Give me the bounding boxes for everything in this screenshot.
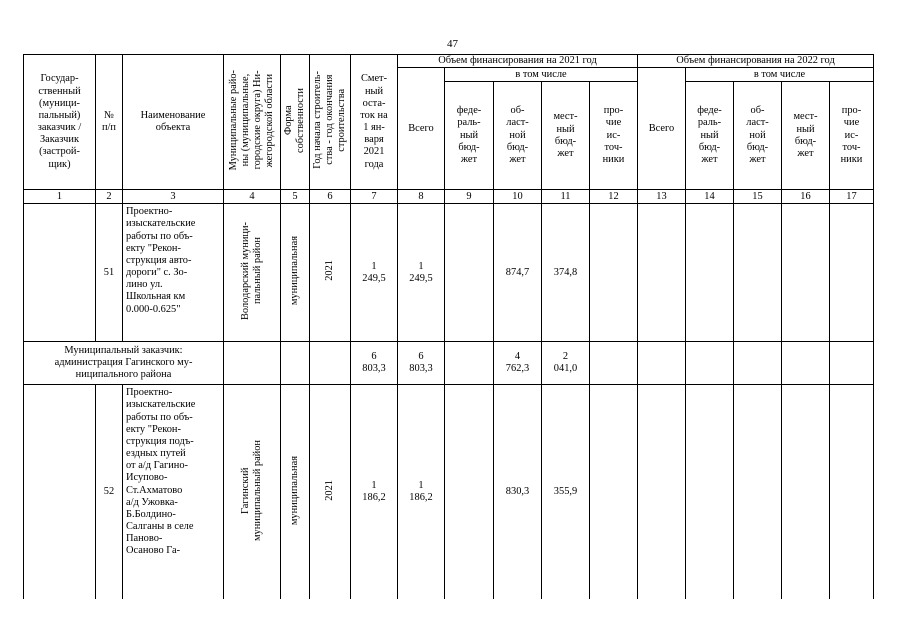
subtotal-local-2022 [782, 342, 830, 385]
regional-2021-cell: 874,7 [494, 204, 542, 342]
header-financing-2022: Объем финансирования на 2022 год [638, 55, 874, 68]
column-number: 13 [638, 190, 686, 204]
row-number: 51 [96, 204, 123, 342]
column-number: 15 [734, 190, 782, 204]
page-number: 47 [447, 38, 458, 50]
object-name: Проектно- изыскательские работы по объ- екту "Рекон- струкция подъ- ездных путей от а/д Гагино- Исупово- Ст.Ахматово а/д Ужовка- Б.Болдино- Салганы в селе Паново- Осаново Га- [123, 385, 224, 600]
header-total-2021: Всего [398, 68, 445, 190]
column-number: 9 [445, 190, 494, 204]
column-number: 14 [686, 190, 734, 204]
customer-cell [24, 204, 96, 342]
ownership-cell [281, 342, 310, 385]
column-number: 12 [590, 190, 638, 204]
subtotal-label: Муниципальный заказчик: администрация Гагинского му- ниципального района [24, 342, 224, 385]
subtotal-federal-2022 [686, 342, 734, 385]
column-number: 4 [224, 190, 281, 204]
financing-table [23, 54, 874, 599]
estimate-cell: 1 249,5 [351, 204, 398, 342]
column-number: 2 [96, 190, 123, 204]
federal-2021-cell [445, 385, 494, 600]
other-2021-cell [590, 385, 638, 600]
column-number: 17 [830, 190, 874, 204]
table-row [24, 204, 874, 342]
subtotal-total-2021: 6 803,3 [398, 342, 445, 385]
column-number: 1 [24, 190, 96, 204]
other-2021-cell [590, 204, 638, 342]
subtotal-local-2021: 2 041,0 [542, 342, 590, 385]
subtotal-regional-2022 [734, 342, 782, 385]
column-number: 8 [398, 190, 445, 204]
header-district: Муниципальные райо- ны (муниципальные, городские округа) Ни- жегородской области [224, 55, 281, 190]
district-cell: Гагинский муниципальный район [224, 385, 281, 600]
subtotal-estimate: 6 803,3 [351, 342, 398, 385]
ownership-cell: муниципальная [281, 385, 310, 600]
federal-2022-cell [686, 385, 734, 600]
header-construction-years: Год начала строитель- ства - год окончания строительства [310, 55, 351, 190]
header-number: № п/п [96, 55, 123, 190]
header-regional-2022: об- ласт- ной бюд- жет [734, 82, 782, 190]
regional-2021-cell: 830,3 [494, 385, 542, 600]
regional-2022-cell [734, 204, 782, 342]
estimate-cell: 1 186,2 [351, 385, 398, 600]
header-estimate-balance: Смет- ный оста- ток на 1 ян- варя 2021 года [351, 55, 398, 190]
local-2021-cell: 374,8 [542, 204, 590, 342]
federal-2021-cell [445, 204, 494, 342]
header-other-2022: про- чие ис- точ- ники [830, 82, 874, 190]
header-customer: Государ- ственный (муници- пальный) заказчик / Заказчик (застрой- щик) [24, 55, 96, 190]
column-number: 7 [351, 190, 398, 204]
local-2022-cell [782, 204, 830, 342]
header-including-2022: в том числе [686, 68, 874, 82]
column-number: 3 [123, 190, 224, 204]
column-number: 16 [782, 190, 830, 204]
header-financing-2021: Объем финансирования на 2021 год [398, 55, 638, 68]
subtotal-other-2021 [590, 342, 638, 385]
year-cell: 2021 [310, 204, 351, 342]
local-2022-cell [782, 385, 830, 600]
header-including-2021: в том числе [445, 68, 638, 82]
table-row [24, 385, 874, 600]
total-2022-cell [638, 385, 686, 600]
local-2021-cell: 355,9 [542, 385, 590, 600]
header-other-2021: про- чие ис- точ- ники [590, 82, 638, 190]
column-number: 5 [281, 190, 310, 204]
total-2021-cell: 1 249,5 [398, 204, 445, 342]
total-2021-cell: 1 186,2 [398, 385, 445, 600]
row-number: 52 [96, 385, 123, 600]
other-2022-cell [830, 204, 874, 342]
subtotal-federal-2021 [445, 342, 494, 385]
customer-cell [24, 385, 96, 600]
subtotal-other-2022 [830, 342, 874, 385]
subtotal-total-2022 [638, 342, 686, 385]
object-name: Проектно- изыскательские работы по объ- екту "Рекон- струкция авто- дороги" с. Зо- лино ул. Школьная км 0.000-0.625" [123, 204, 224, 342]
header-federal-2021: феде- раль- ный бюд- жет [445, 82, 494, 190]
header-local-2022: мест- ный бюд- жет [782, 82, 830, 190]
header-regional-2021: об- ласт- ной бюд- жет [494, 82, 542, 190]
header-ownership: Форма собственности [281, 55, 310, 190]
ownership-cell: муниципальная [281, 204, 310, 342]
header-object-name: Наименование объекта [123, 55, 224, 190]
total-2022-cell [638, 204, 686, 342]
other-2022-cell [830, 385, 874, 600]
subtotal-row [24, 342, 874, 385]
subtotal-regional-2021: 4 762,3 [494, 342, 542, 385]
header-federal-2022: феде- раль- ный бюд- жет [686, 82, 734, 190]
column-number: 11 [542, 190, 590, 204]
district-cell: Володарский муници- пальный район [224, 204, 281, 342]
header-local-2021: мест- ный бюд- жет [542, 82, 590, 190]
year-cell [310, 342, 351, 385]
column-number: 10 [494, 190, 542, 204]
header-total-2022: Всего [638, 68, 686, 190]
federal-2022-cell [686, 204, 734, 342]
district-cell [224, 342, 281, 385]
regional-2022-cell [734, 385, 782, 600]
year-cell: 2021 [310, 385, 351, 600]
column-numbers-row [24, 190, 874, 204]
column-number: 6 [310, 190, 351, 204]
